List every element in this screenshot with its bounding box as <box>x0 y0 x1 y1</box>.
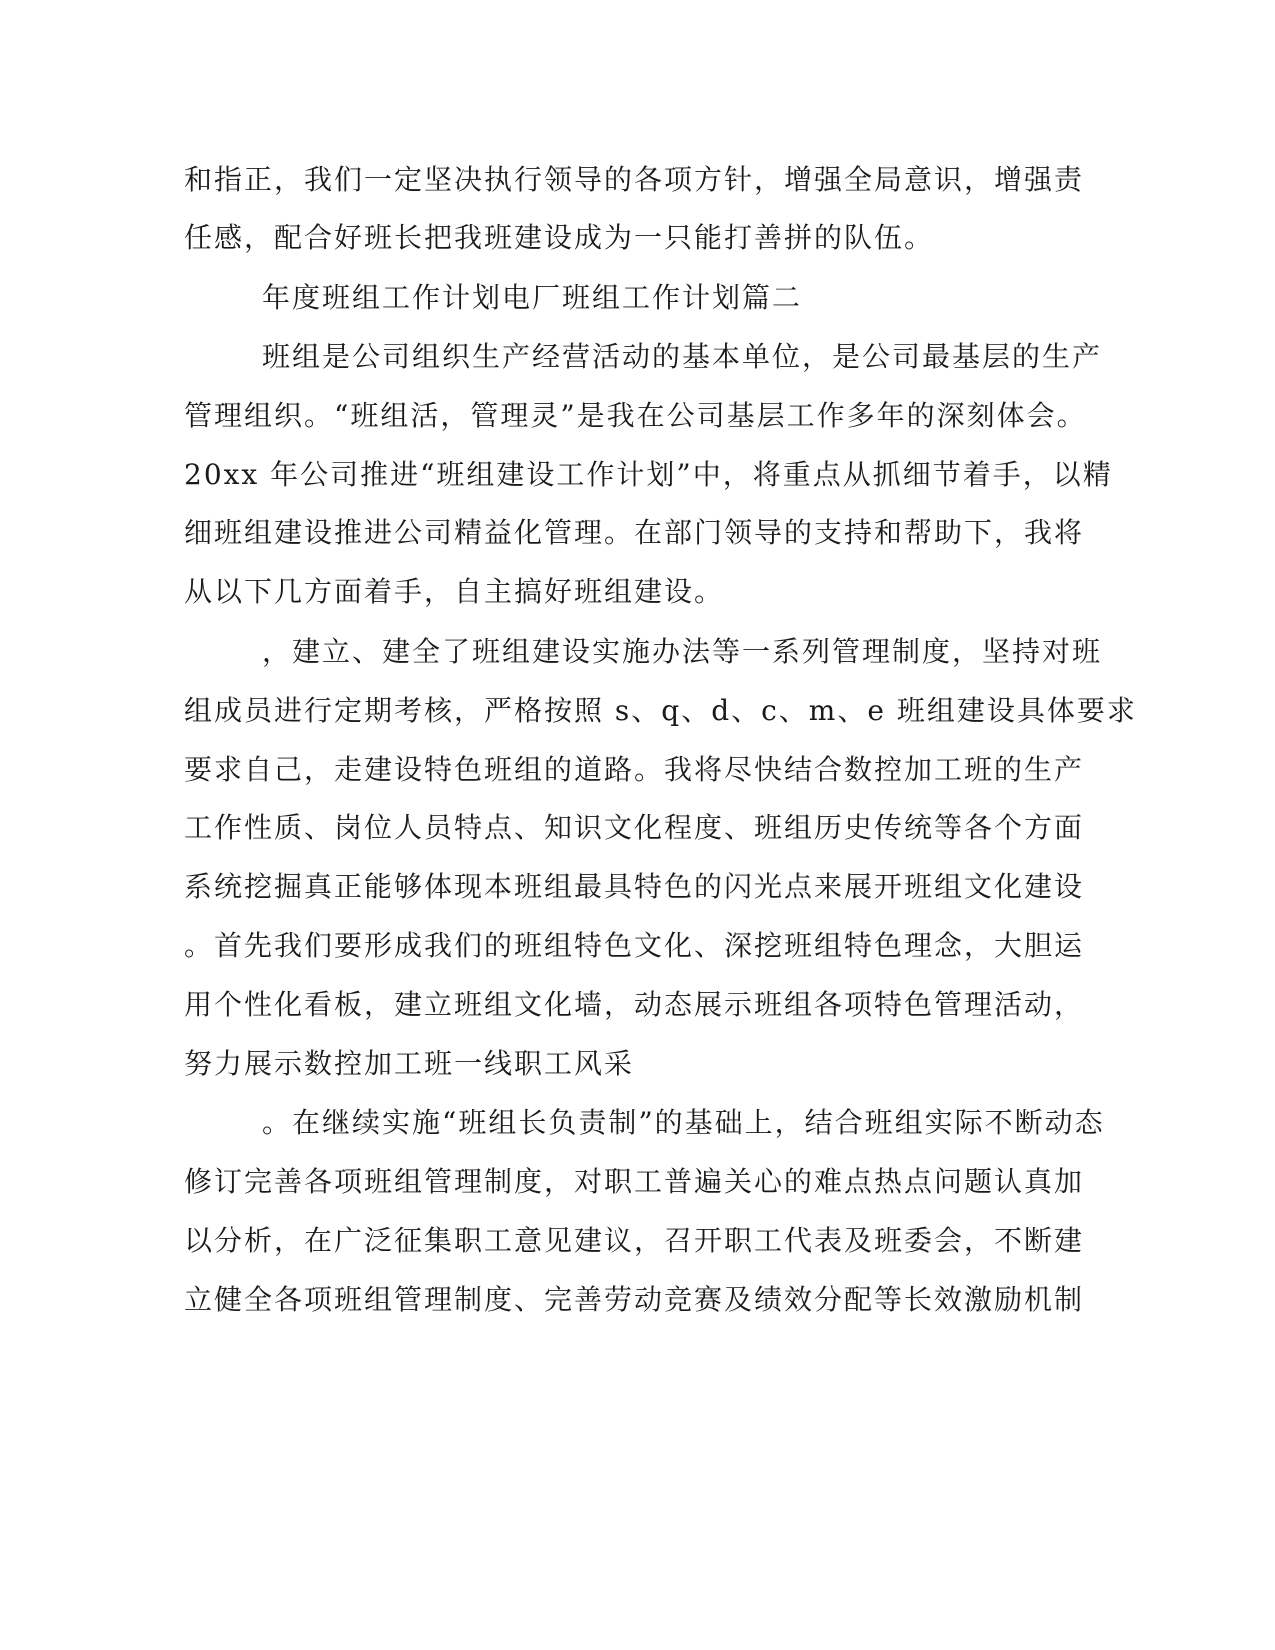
text-line: 立健全各项班组管理制度、完善劳动竞赛及绩效分配等长效激励机制 <box>184 1283 1085 1316</box>
text-line: 组成员进行定期考核，严格按照 s、q、d、c、m、e 班组建设具体要求 <box>184 694 1137 727</box>
text-line: ，建立、建全了班组建设实施办法等一系列管理制度，坚持对班 <box>262 635 1103 668</box>
text-line: 管理组织。“班组活，管理灵”是我在公司基层工作多年的深刻体会。 <box>184 399 1087 432</box>
text-line: 和指正，我们一定坚决执行领导的各项方针，增强全局意识，增强责 <box>184 163 1085 196</box>
text-line: 任感，配合好班长把我班建设成为一只能打善拼的队伍。 <box>184 221 935 254</box>
text-line: 修订完善各项班组管理制度，对职工普遍关心的难点热点问题认真加 <box>184 1165 1085 1198</box>
text-line: 要求自己，走建设特色班组的道路。我将尽快结合数控加工班的生产 <box>184 753 1085 786</box>
text-line: 班组是公司组织生产经营活动的基本单位，是公司最基层的生产 <box>262 340 1103 373</box>
section-heading: 年度班组工作计划电厂班组工作计划篇二 <box>262 281 803 314</box>
text-line: 。首先我们要形成我们的班组特色文化、深挖班组特色理念，大胆运 <box>184 929 1085 962</box>
text-line: 细班组建设推进公司精益化管理。在部门领导的支持和帮助下，我将 <box>184 516 1085 549</box>
text-line: 努力展示数控加工班一线职工风采 <box>184 1047 635 1080</box>
text-line: 20xx 年公司推进“班组建设工作计划”中，将重点从抓细节着手，以精 <box>184 458 1113 491</box>
text-line: 工作性质、岗位人员特点、知识文化程度、班组历史传统等各个方面 <box>184 811 1085 844</box>
text-line: 从以下几方面着手，自主搞好班组建设。 <box>184 575 725 608</box>
text-line: 。在继续实施“班组长负责制”的基础上，结合班组实际不断动态 <box>262 1106 1105 1139</box>
text-line: 系统挖掘真正能够体现本班组最具特色的闪光点来展开班组文化建设 <box>184 870 1085 903</box>
text-line: 以分析，在广泛征集职工意见建议，召开职工代表及班委会，不断建 <box>184 1224 1085 1257</box>
text-line: 用个性化看板，建立班组文化墙，动态展示班组各项特色管理活动， <box>184 988 1085 1021</box>
